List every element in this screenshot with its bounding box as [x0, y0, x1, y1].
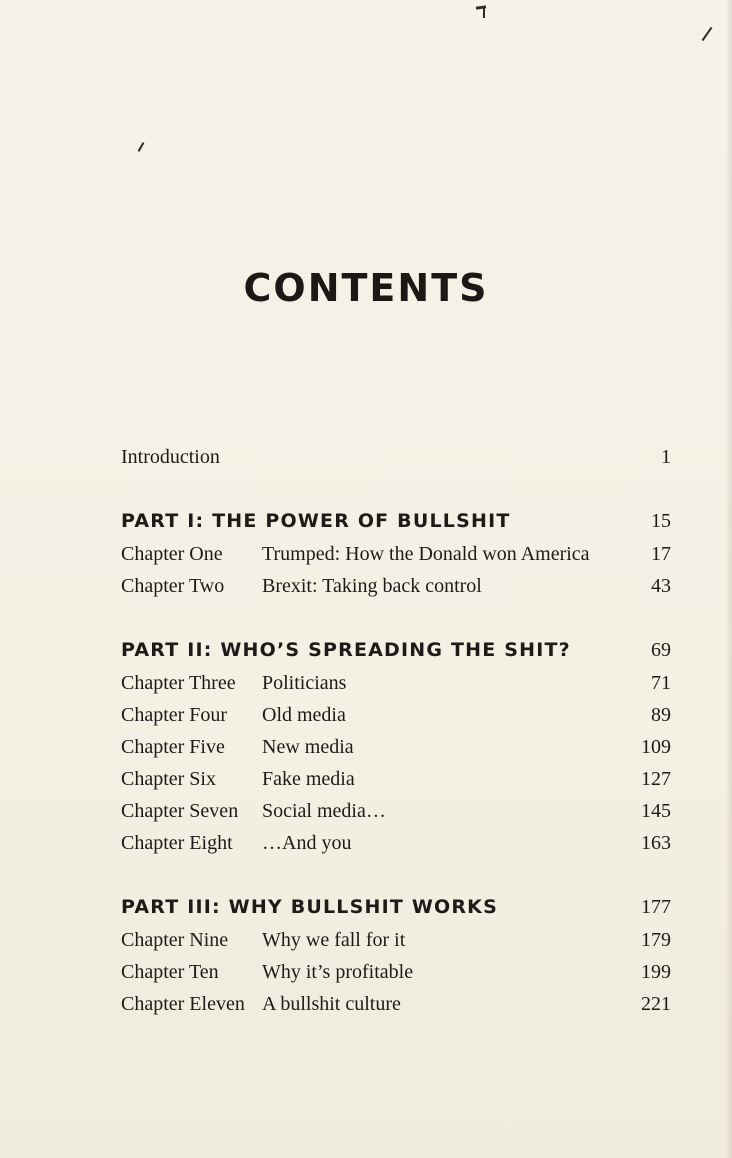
entry-page-number: 177 [641, 896, 671, 918]
toc-part-heading [121, 506, 671, 536]
ink-mark [702, 27, 713, 41]
toc-chapter-entry [121, 668, 671, 698]
chapter-number: Chapter Six [121, 768, 216, 790]
toc-part-heading [121, 635, 671, 665]
toc-chapter-entry [121, 828, 671, 858]
entry-page-number: 221 [641, 993, 671, 1015]
toc-chapter-entry [121, 796, 671, 826]
page-title: CONTENTS [243, 266, 489, 310]
chapter-title: Trumped: How the Donald won America [262, 543, 590, 565]
toc-chapter-entry [121, 539, 671, 569]
chapter-number: Chapter Eleven [121, 993, 245, 1015]
entry-page-number: 163 [641, 832, 671, 854]
entry-page-number: 179 [641, 929, 671, 951]
toc-chapter-entry [121, 732, 671, 762]
entry-page-number: 15 [651, 510, 671, 532]
toc-entry-introduction [121, 442, 671, 472]
part-title: PART II: WHO’S SPREADING THE SHIT? [121, 639, 571, 661]
entry-page-number: 69 [651, 639, 671, 661]
chapter-title: New media [262, 736, 354, 758]
part-title: PART I: THE POWER OF BULLSHIT [121, 510, 511, 532]
entry-page-number: 199 [641, 961, 671, 983]
chapter-title: Old media [262, 704, 346, 726]
chapter-number: Chapter Seven [121, 800, 239, 822]
toc-chapter-entry [121, 989, 671, 1019]
chapter-title: Fake media [262, 768, 355, 790]
toc-chapter-entry [121, 700, 671, 730]
entry-page-number: 127 [641, 768, 671, 790]
toc-chapter-entry [121, 571, 671, 601]
toc-chapter-entry [121, 925, 671, 955]
ink-mark [138, 142, 145, 152]
toc-chapter-entry [121, 957, 671, 987]
entry-page-number: 17 [651, 543, 671, 565]
chapter-title: …And you [262, 832, 352, 854]
ink-mark [483, 8, 485, 18]
part-title: PART III: WHY BULLSHIT WORKS [121, 896, 498, 918]
chapter-number: Chapter One [121, 543, 223, 565]
chapter-title: Social media… [262, 800, 386, 822]
chapter-number: Chapter Two [121, 575, 225, 597]
chapter-title: Why we fall for it [262, 929, 406, 951]
chapter-number: Chapter Three [121, 672, 236, 694]
chapter-number: Chapter Ten [121, 961, 219, 983]
chapter-number: Chapter Eight [121, 832, 233, 854]
chapter-title: Politicians [262, 672, 347, 694]
entry-page-number: 43 [651, 575, 671, 597]
entry-page-number: 71 [651, 672, 671, 694]
entry-page-number: 1 [661, 446, 671, 468]
chapter-number: Chapter Nine [121, 929, 229, 951]
entry-page-number: 145 [641, 800, 671, 822]
chapter-title: Why it’s profitable [262, 961, 414, 983]
page-edge [726, 0, 732, 1158]
entry-label: Introduction [121, 446, 220, 468]
chapter-number: Chapter Five [121, 736, 225, 758]
chapter-title: Brexit: Taking back control [262, 575, 482, 597]
entry-page-number: 89 [651, 704, 671, 726]
toc-part-heading [121, 892, 671, 922]
chapter-title: A bullshit culture [262, 993, 401, 1015]
entry-page-number: 109 [641, 736, 671, 758]
chapter-number: Chapter Four [121, 704, 228, 726]
toc-chapter-entry [121, 764, 671, 794]
